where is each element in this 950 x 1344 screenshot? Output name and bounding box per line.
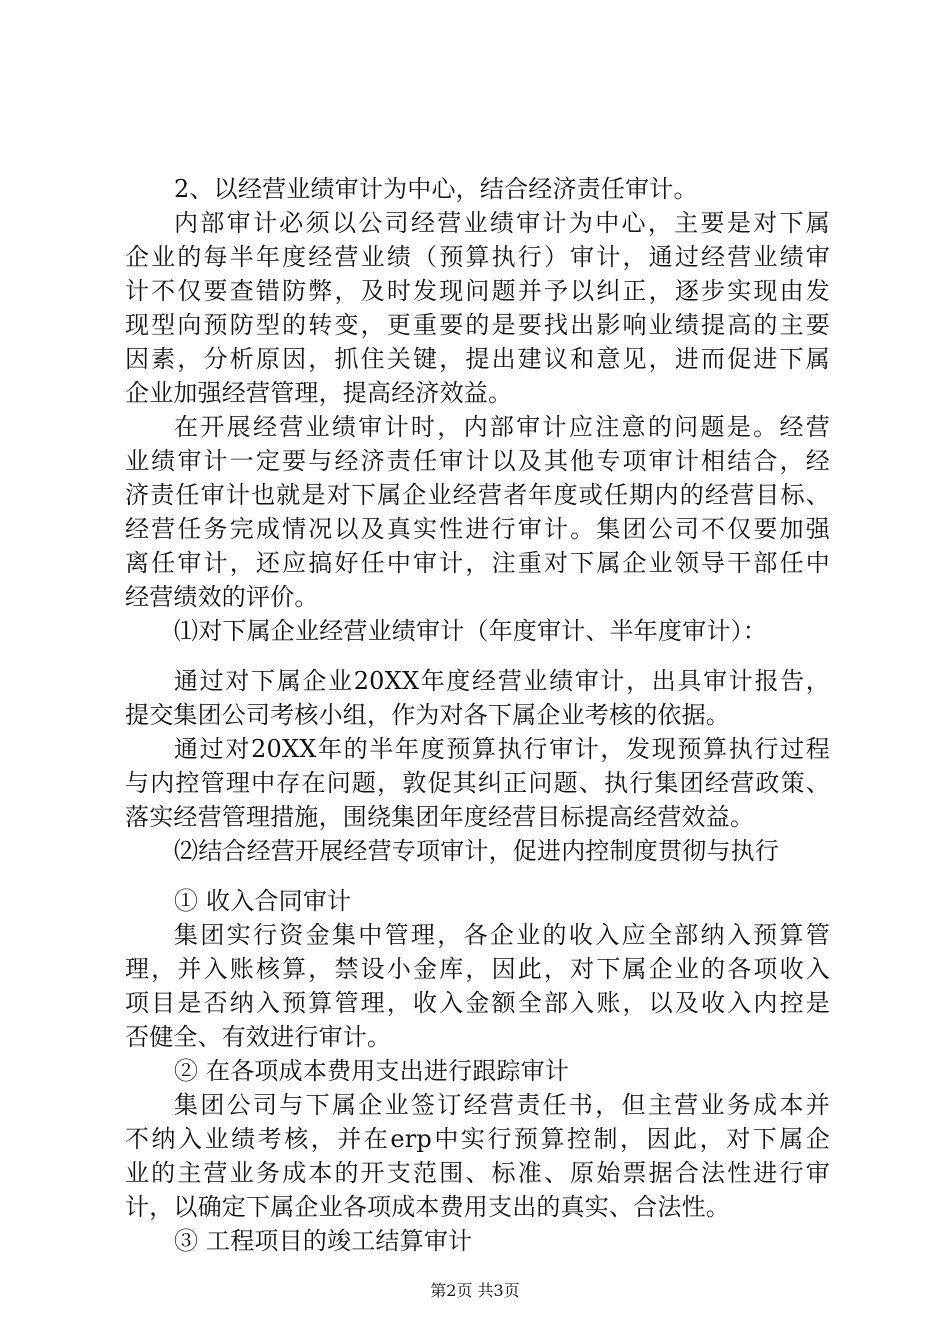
section-heading: 2、以经营业绩审计为中心，结合经济责任审计。 xyxy=(174,175,698,203)
item-heading: ③ 工程项目的竣工结算审计 xyxy=(174,1227,473,1255)
paragraph-line: 企业加强经营管理，提高经济效益。 xyxy=(125,379,513,407)
paragraph-line: 落实经营管理措施，围绕集团年度经营目标提高经营效益。 xyxy=(125,803,755,831)
paragraph-line: 项目是否纳入预算管理，收入金额全部入账，以及收入内控是 xyxy=(125,989,830,1017)
paragraph-line: 通过对20XX年的半年度预算执行审计，发现预算执行过程 xyxy=(174,735,830,763)
subsection-heading: ⑵结合经营开展经营专项审计，促进内控制度贯彻与执行 xyxy=(174,837,779,865)
paragraph-line: 在开展经营业绩审计时，内部审计应注意的问题是。经营 xyxy=(174,413,830,441)
paragraph-line: 经营任务完成情况以及真实性进行审计。集团公司不仅要加强 xyxy=(125,515,830,543)
item-heading: ① 收入合同审计 xyxy=(174,887,352,915)
paragraph-line: 内部审计必须以公司经营业绩审计为中心，主要是对下属 xyxy=(174,209,830,237)
paragraph-line: 经营绩效的评价。 xyxy=(125,583,319,611)
paragraph-line: 通过对下属企业20XX年度经营业绩审计，出具审计报告， xyxy=(174,667,830,695)
paragraph-line: 提交集团公司考核小组，作为对各下属企业考核的依据。 xyxy=(125,701,730,729)
paragraph-line: 业绩审计一定要与经济责任审计以及其他专项审计相结合，经 xyxy=(125,447,830,475)
paragraph-line: 否健全、有效进行审计。 xyxy=(125,1023,392,1051)
paragraph-line: 与内控管理中存在问题，敦促其纠正问题、执行集团经营政策、 xyxy=(125,769,830,797)
item-heading: ② 在各项成本费用支出进行跟踪审计 xyxy=(174,1057,570,1085)
paragraph-line: 计，以确定下属企业各项成本费用支出的真实、合法性。 xyxy=(125,1193,730,1221)
paragraph-line: 业的主营业务成本的开支范围、标准、原始票据合法性进行审 xyxy=(125,1159,830,1187)
paragraph-line: 理，并入账核算，禁设小金库，因此，对下属企业的各项收入 xyxy=(125,955,830,983)
paragraph-line: 计不仅要查错防弊，及时发现问题并予以纠正，逐步实现由发 xyxy=(125,277,830,305)
paragraph-line: 现型向预防型的转变，更重要的是要找出影响业绩提高的主要 xyxy=(125,311,830,339)
paragraph-line: 济责任审计也就是对下属企业经营者年度或任期内的经营目标、 xyxy=(125,481,830,509)
paragraph-line: 不纳入业绩考核，并在erp中实行预算控制，因此，对下属企 xyxy=(125,1125,830,1153)
subsection-heading: ⑴对下属企业经营业绩审计（年度审计、半年度审计）： xyxy=(174,617,767,645)
page-footer: 第2页 共3页 xyxy=(430,1281,520,1300)
paragraph-line: 企业的每半年度经营业绩（预算执行）审计，通过经营业绩审 xyxy=(125,243,830,271)
paragraph-line: 离任审计，还应搞好任中审计，注重对下属企业领导干部任中 xyxy=(125,549,830,577)
paragraph-line: 因素，分析原因，抓住关键，提出建议和意见，进而促进下属 xyxy=(125,345,830,373)
paragraph-line: 集团公司与下属企业签订经营责任书，但主营业务成本并 xyxy=(174,1091,830,1119)
paragraph-line: 集团实行资金集中管理，各企业的收入应全部纳入预算管 xyxy=(174,921,830,949)
